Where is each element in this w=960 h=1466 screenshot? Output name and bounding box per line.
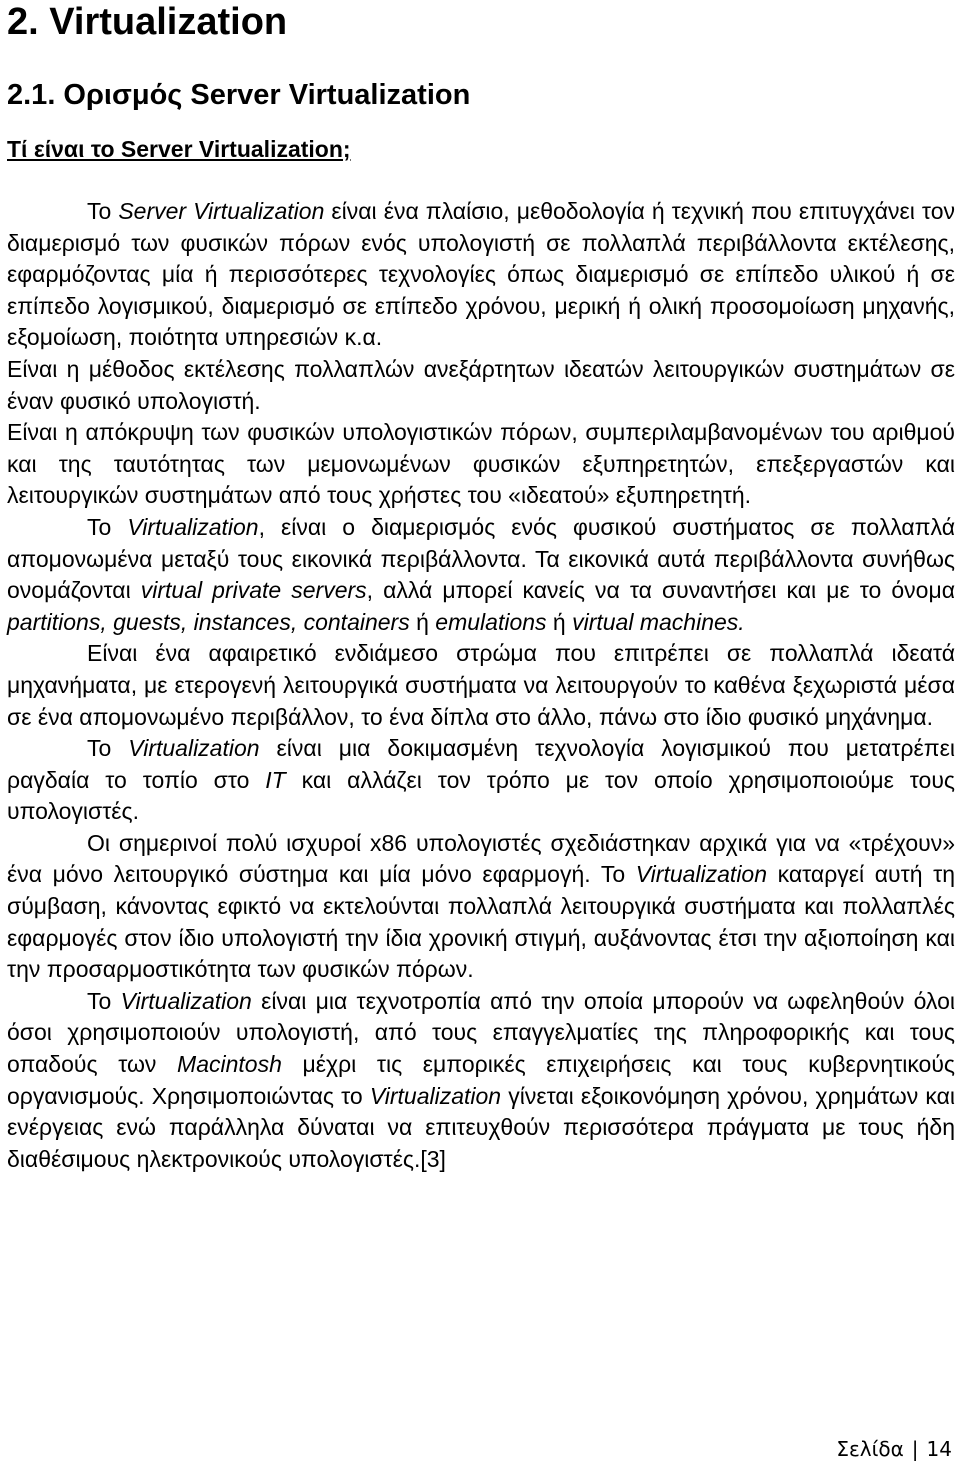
page-label: Σελίδα [836,1437,904,1461]
italic-term: Virtualization [369,1082,502,1109]
footer-separator: | [911,1437,919,1461]
text-run: Είναι η απόκρυψη των φυσικών υπολογιστικών πόρων, συμπεριλαμβανομένων του αριθμού και της ταυτότητας των μεμονωμένων φυσικών εξυπηρετητών, επεξεργαστών και λειτουργικών συστημάτων από τους χρήστες του «ιδεατού» εξυπηρετητή. [7,419,955,509]
text-run: ή [546,608,573,635]
text-run: Το [87,735,129,762]
paragraph [7,986,955,1176]
paragraph [7,417,955,512]
italic-term: Virtualization [120,987,252,1014]
italic-term: IT [265,766,286,793]
page-number: 14 [926,1437,952,1461]
italic-term: Macintosh [177,1051,282,1078]
body-text [7,196,955,1175]
chapter-title: 2. Virtualization [7,1,288,43]
italic-term: Virtualization [635,861,768,888]
page-footer [836,1437,952,1461]
text-run: Οι σημερινοί πολύ ισχυροί x86 υπολογιστές σχεδιάστηκαν αρχικά για να «τρέχουν» ένα μόνο λειτουργικό σύστημα και μία μόνο εφαρμογή. Το [7,829,955,888]
italic-term: Server Virtualization [118,198,325,224]
text-run: Είναι ένα αφαιρετικό ενδιάμεσο στρώμα που επιτρέπει σε πολλαπλά ιδεατά μηχανήματα, με ετερογενή λειτουργικά συστήματα να λειτουργούν το καθένα ξεχωριστά μέσα σε ένα απομονωμένο περιβάλλον, το ένα δίπλα στο άλλο, πάνω στο ίδιο φυσικό μηχάνημα. [7,640,955,730]
text-run: , είναι ο διαμερισμός ενός φυσικού συστήματος σε πολλαπλά απομονωμένα μεταξύ τους εικονικά περιβάλλοντα. Τα εικονικά αυτά περιβάλλοντα συνήθως ονομάζονται [7,513,955,604]
text-run: Είναι η μέθοδος εκτέλεσης πολλαπλών ανεξάρτητων ιδεατών λειτουργικών συστημάτων σε έναν φυσικό υπολογιστή. [7,355,955,414]
text-run: είναι μια τεχνοτροπία από την οποία μπορούν να ωφεληθούν όλοι όσοι χρησιμοποιούν υπολογιστή, από τους επαγγελματίες της πληροφορικής και τους οπαδούς των [7,987,955,1078]
italic-term: emulations [435,608,547,635]
paragraph [7,638,955,733]
section-title: 2.1. Ορισμός Server Virtualization [7,79,471,111]
italic-term: Virtualization [127,513,259,540]
text-run: Το [87,987,121,1014]
paragraph [7,354,955,417]
italic-term: virtual machines. [572,608,745,635]
paragraph [7,828,955,986]
paragraph [7,512,955,638]
text-run: ή [409,608,436,635]
text-run: Το [87,513,128,540]
subheading: Τί είναι το Server Virtualization; [7,136,351,162]
paragraph [7,196,955,354]
text-run: Το [87,198,119,224]
text-run: και αλλάζει τον τρόπο με τον οποίο χρησιμοποιούμε τους υπολογιστές. [7,766,955,825]
text-run: καταργεί αυτή τη σύμβαση, κάνοντας εφικτό να εκτελούνται πολλαπλά λειτουργικά συστήματα και πολλαπλές εφαρμογές στον ίδιο υπολογιστή την ίδια χρονική στιγμή, αυξάνοντας έτσι την αξιοποίηση και την προσαρμοστικότητα των φυσικών πόρων. [7,861,955,983]
text-run: γίνεται εξοικονόμηση χρόνου, χρημάτων και ενέργειας ενώ παράλληλα δύναται να επιτευχθούν περισσότερα πράγματα με τους ήδη διαθέσιμους ηλεκτρονικούς υπολογιστές.[3] [7,1082,955,1172]
text-run: είναι ένα πλαίσιο, μεθοδολογία ή τεχνική που επιτυγχάνει τον διαμερισμό των φυσικών πόρων ενός υπολογιστή σε πολλαπλά περιβάλλοντα εκτέλεσης, εφαρμόζοντας μία ή περισσότερες τεχνολογίες όπως διαμερισμό σε επίπεδο υλικού ή σε επίπεδο λογισμικού, διαμερισμό σε επίπεδο χρόνου, μερική ή ολική προσομοίωση μηχανής, εξομοίωση, ποιότητα υπηρεσιών κ.α. [7,198,955,351]
italic-term: partitions, guests, instances, containers [7,608,410,635]
document-page [7,0,955,1175]
text-run: μέχρι τις εμπορικές επιχειρήσεις και τους κυβερνητικούς οργανισμούς. Χρησιμοποιώντας το [7,1051,956,1109]
italic-term: Virtualization [128,735,260,762]
italic-term: virtual private servers [140,577,367,604]
text-run: , αλλά μπορεί κανείς να τα συναντήσει και με το όνομα [366,577,955,604]
text-run: είναι μια δοκιμασμένη τεχνολογία λογισμικού που μετατρέπει ραγδαία το τοπίο στο [7,735,955,793]
paragraph [7,733,955,828]
